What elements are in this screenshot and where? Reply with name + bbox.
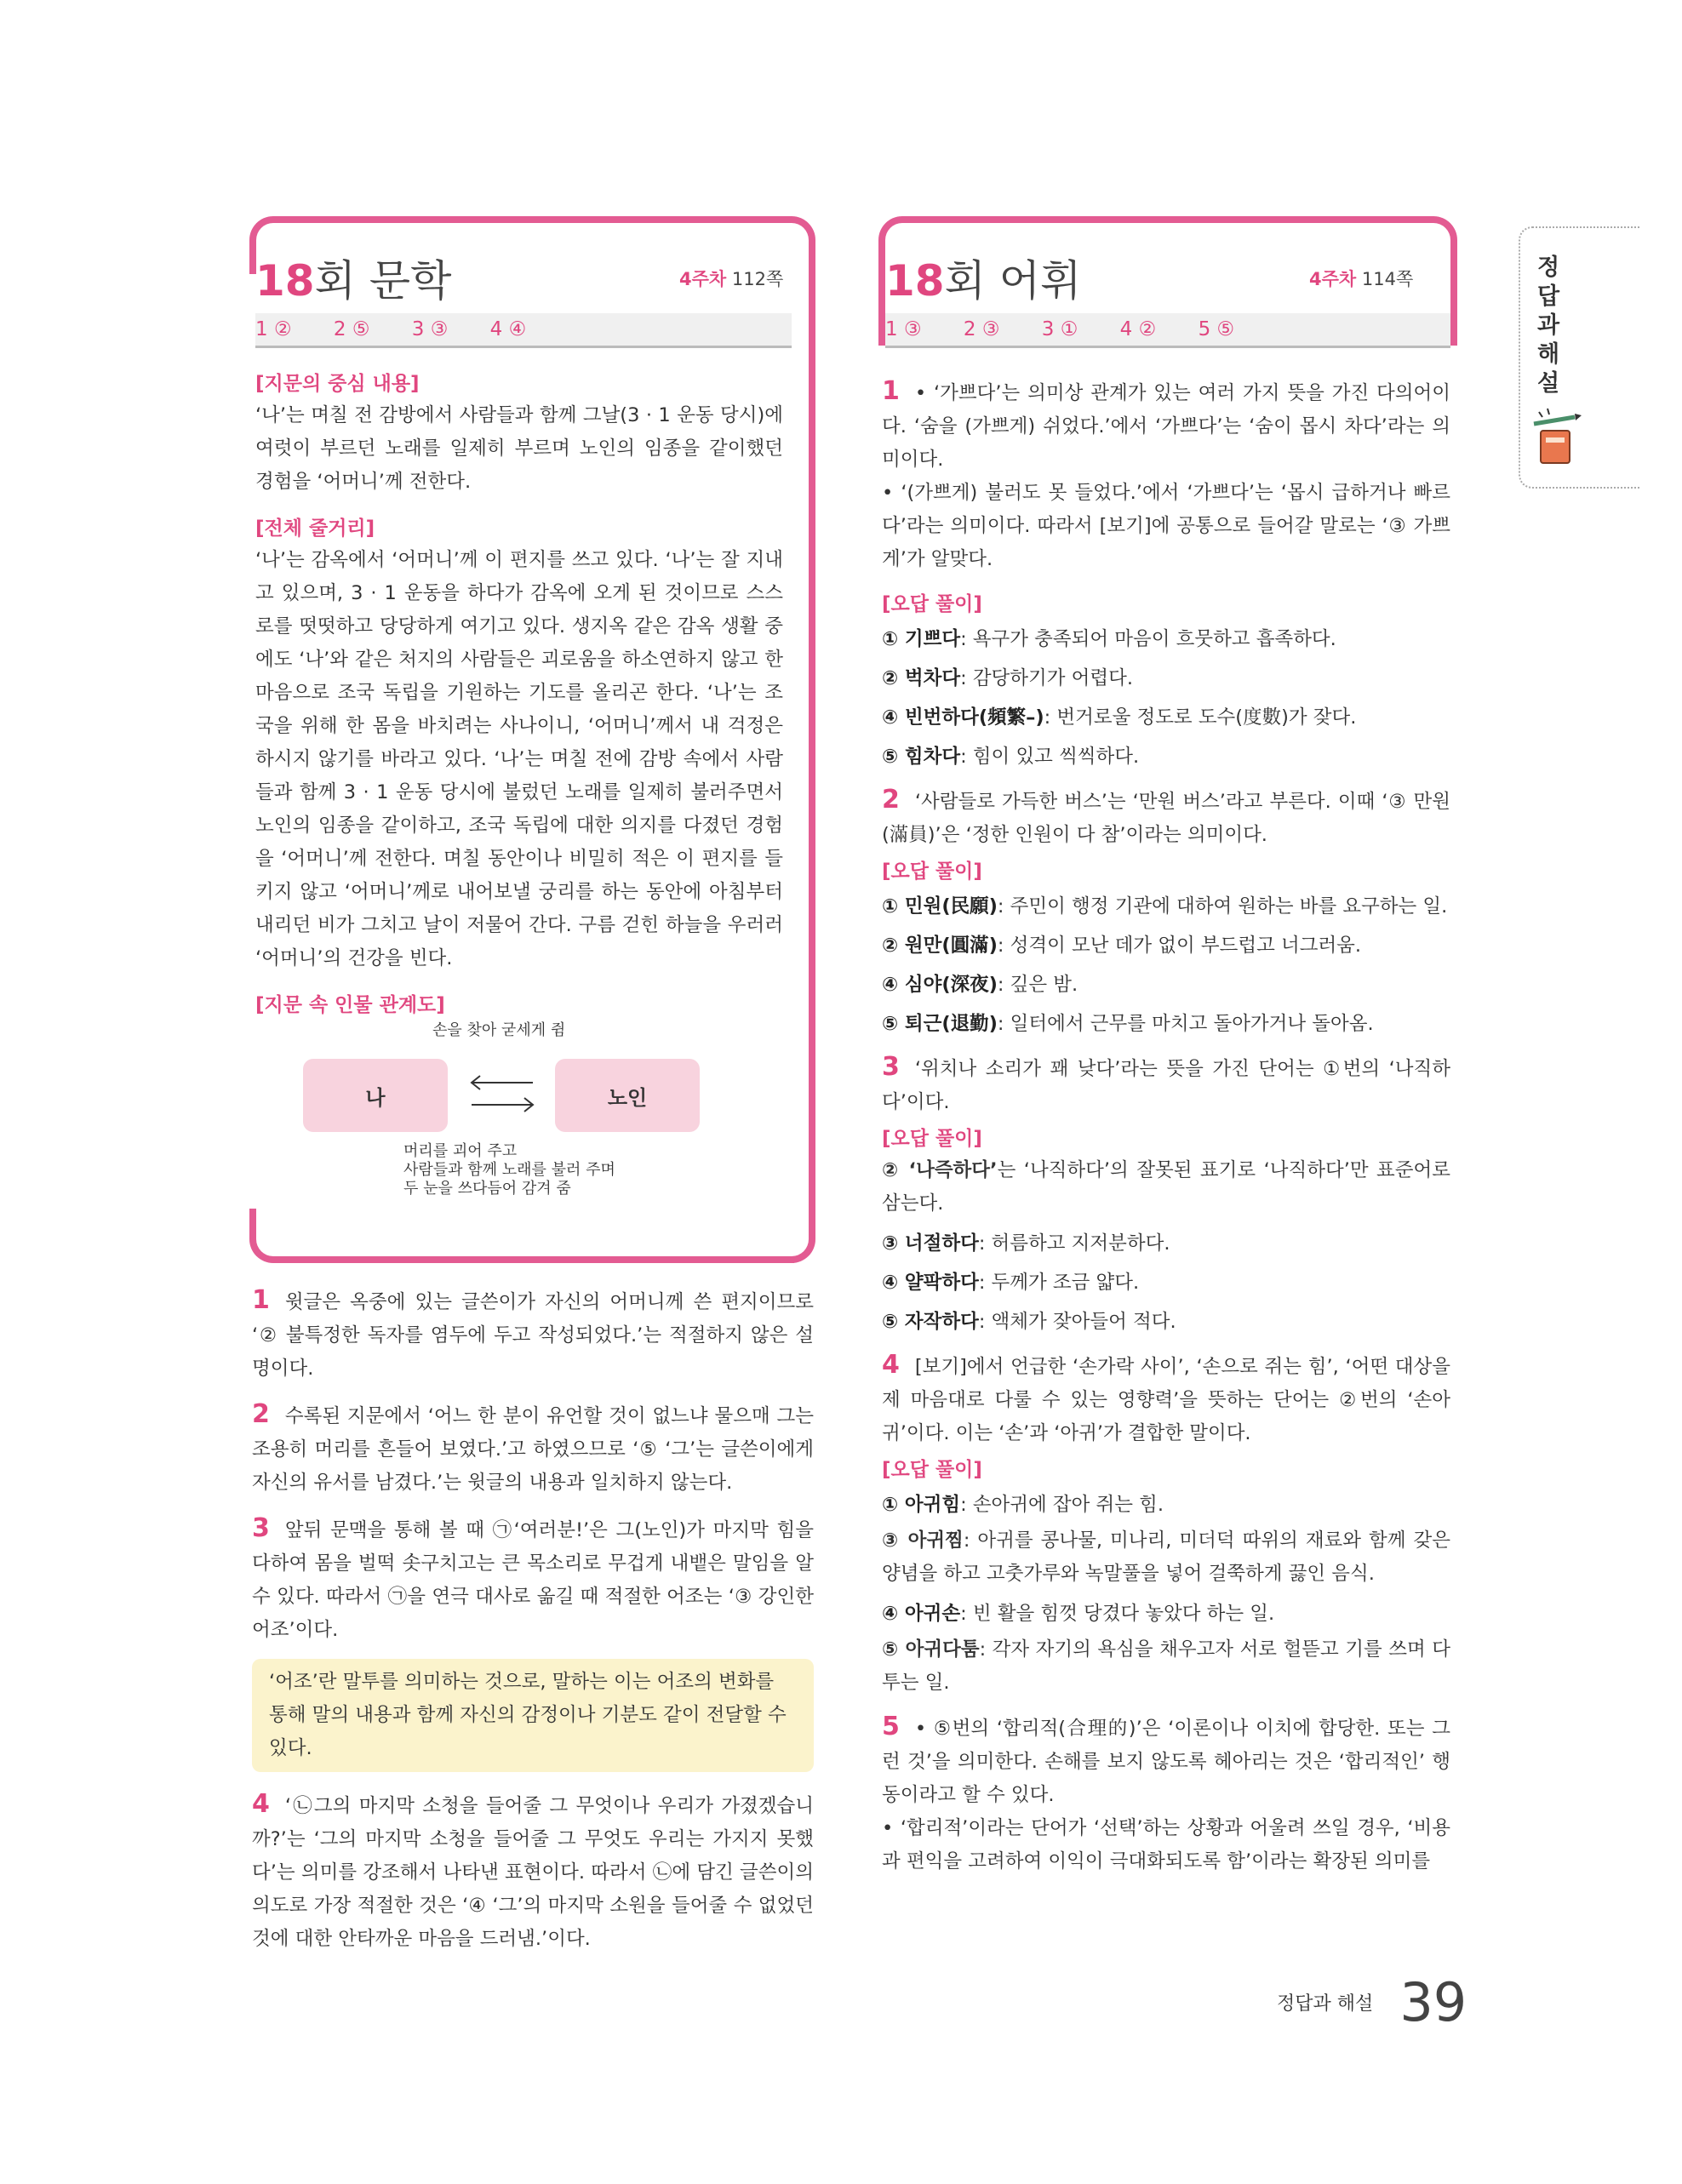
wrong-answer-item: ① 민원(民願): 주민이 행정 기관에 대하여 원하는 바를 요구하는 일. [882, 895, 1448, 918]
right-ref [1309, 266, 1413, 291]
right-title-num: 18 [885, 256, 945, 306]
answer-item: 2 ③ [963, 318, 1000, 340]
answer-item: 1 ② [255, 318, 292, 340]
left-ref [679, 266, 783, 291]
wrong-answer-item: ④ 아귀손: 빈 활을 힘껏 당겼다 놓았다 하는 일. [882, 1603, 1275, 1625]
answer-item: 3 ① [1041, 318, 1078, 340]
wrong-answer-heading: [오답 풀이] [882, 593, 982, 615]
answer-item: 2 ⑤ [333, 318, 370, 340]
explanation-item: 1 • ‘가쁘다’는 의미상 관계가 있는 여러 가지 뜻을 가진 다의어이다. ‘숨을 (가쁘게) 쉬었다.’에서 ‘가쁘다’는 ‘숨이 몹시 차다’라는 의미이다. [882, 376, 1450, 471]
explanation-item: 4 [보기]에서 언급한 ‘손가락 사이’, ‘손으로 쥐는 힘’, ‘어떤 대상을 제 마음대로 다룰 수 있는 영향력’을 뜻하는 단어는 ②번의 ‘손아귀’이다. 이는 ‘손’과 ‘아귀’가 결합한 말이다. [882, 1350, 1450, 1444]
left-title-num: 18 [255, 256, 315, 306]
wrong-answer-item: ⑤ 힘차다: 힘이 있고 씩씩하다. [882, 746, 1140, 768]
answer-item: 4 ④ [489, 318, 527, 340]
wrong-answer-item: ② 원만(圓滿): 성격이 모난 데가 없이 부드럽고 너그러움. [882, 935, 1362, 957]
left-title-text: 회 문학 [314, 256, 452, 306]
explanation-item: 2 ‘사람들로 가득한 버스’는 ‘만원 버스’라고 부른다. 이때 ‘③ 만원(滿員)’은 ‘정한 인원이 다 참’이라는 의미이다. [882, 785, 1450, 846]
wrong-answer-heading: [오답 풀이] [882, 1128, 982, 1150]
explanation-item: 3 앞뒤 문맥을 통해 볼 때 ㉠‘여러분!’은 그(노인)가 마지막 힘을 다하여 몸을 벌떡 솟구치고는 큰 목소리로 무겁게 내뱉은 말임을 알 수 있다. 따라서 ㉠을 연극 대사로 옮길 때 적절한 어조는 ‘③ 강인한 어조’이다. [252, 1513, 814, 1641]
right-answers [885, 318, 1270, 340]
left-frame-top [281, 216, 792, 223]
explanation-item-cont: • ‘(가쁘게) 불러도 못 들었다.’에서 ‘가쁘다’는 ‘몹시 급하거나 빠르다’라는 의미이다. 따라서 [보기]에 공통으로 들어갈 말로는 ‘③ 가쁘게’가 알맞다. [882, 482, 1450, 570]
diagram-top-label: 손을 찾아 굳세게 쥠 [432, 1021, 566, 1039]
left-title [255, 247, 451, 308]
left-ref-week: 4주차 [679, 269, 727, 289]
wrong-answer-item: ⑤ 자작하다: 액체가 잦아들어 적다. [882, 1311, 1176, 1333]
diagram-bottom-line: 머리를 괴어 주고 [403, 1142, 518, 1160]
diagram-arrows [465, 1067, 541, 1118]
left-frame-bottom [249, 1209, 794, 1263]
answer-item: 1 ③ [885, 318, 922, 340]
wrong-answer-item: ⑤ 아귀다툼: 각자 자기의 욕심을 채우고자 서로 헐뜯고 기를 쓰며 다투는 일. [882, 1638, 1450, 1694]
right-ref-week: 4주차 [1309, 269, 1357, 289]
side-tab [1519, 226, 1639, 489]
section-heading: [지문 속 인물 관계도] [255, 994, 445, 1016]
explanation-item-cont: • ‘합리적’이라는 단어가 ‘선택’하는 상황과 어울려 쓰일 경우, ‘비용과 편익을 고려하여 이익이 극대화되도록 함’이라는 확장된 의미를 [882, 1817, 1450, 1872]
wrong-answer-item: ② ‘나즉하다’는 ‘나직하다’의 잘못된 표기로 ‘나직하다’만 표준어로 삼는다. [882, 1159, 1451, 1215]
wrong-answer-heading: [오답 풀이] [882, 1459, 982, 1481]
explanation-item: 1 윗글은 옥중에 있는 글쓴이가 자신의 어머니께 쓴 편지이므로 ‘② 불특정한 독자를 염두에 두고 작성되었다.’는 적절하지 않은 설명이다. [252, 1285, 814, 1380]
diagram-node-me: 나 [303, 1059, 448, 1132]
left-summary [255, 368, 783, 1021]
explanation-item: 4 ‘㉡그의 마지막 소청을 들어줄 그 무엇이나 우리가 가졌겠습니까?’는 ‘그의 마지막 소청을 들어줄 그 무엇도 우리는 가지지 못했다’는 의미를 강조해서 나타낸 표현이다. 따라서 ㉡에 담긴 글쓴이의 의도로 가장 적절한 것은 ‘④ ‘그’의 마지막 소원을 들어줄 수 없었던 것에 대한 안타까운 마음을 드러냄.’이다. [252, 1789, 814, 1950]
left-ref-page: 112쪽 [726, 269, 784, 289]
explanation-item: 3 ‘위치나 소리가 꽤 낮다’라는 뜻을 가진 단어는 ①번의 ‘나직하다’이다. [882, 1052, 1450, 1113]
right-ref-page: 114쪽 [1356, 269, 1414, 289]
wrong-answer-item: ① 기쁘다: 욕구가 충족되어 마음이 흐뭇하고 흡족하다. [882, 628, 1336, 650]
right-title-text: 회 어휘 [944, 256, 1082, 306]
wrong-answer-item: ③ 아귀찜: 아귀를 콩나물, 미나리, 미더덕 따위의 재료와 함께 갖은 양념을 하고 고춧가루와 녹말풀을 넣어 걸쭉하게 끓인 음식. [882, 1529, 1451, 1585]
wrong-answer-item: ④ 빈번하다(頻繁–): 번거로울 정도로 도수(度數)가 잦다. [882, 706, 1357, 729]
wrong-answer-item: ④ 얄팍하다: 두께가 조금 얇다. [882, 1272, 1140, 1294]
section-body: ‘나’는 감옥에서 ‘어머니’께 이 편지를 쓰고 있다. ‘나’는 잘 지내고 있으며, 3 · 1 운동을 하다가 감옥에 오게 된 것이므로 스스로를 떳떳하고 당당하게 여기고 있다. 생지옥 같은 감옥 생활 중에도 ‘나’와 같은 처지의 사람들은 괴로움을 하소연하지 않고 한마음으로 조국 독립을 기원하는 기도를 올리곤 한다. ‘나’는 조국을 위해 한 몸을 바치려는 사나이니, ‘어머니’께서 내 걱정은 하시지 않기를 바라고 있다. ‘나’는 며칠 전에 감방 속에서 사람들과 함께 3 · 1 운동 당시에 불렀던 노래를 일제히 불러주면서 노인의 임종을 같이하고, 조국 독립에 대한 의지를 다졌던 경험을 ‘어머니’께 전한다. 며칠 동안이나 비밀히 적은 이 편지를 들키지 않고 ‘어머니’께로 내어보낼 궁리를 하는 동안에 아침부터 내리던 비가 그치고 날이 저물어 간다. 구름 걷힌 하늘을 우러러 ‘어머니’의 건강을 빈다. [255, 549, 783, 969]
tip-note: ‘어조’란 말투를 의미하는 것으로, 말하는 이는 어조의 변화를 통해 말의 내용과 함께 자신의 감정이나 기분도 같이 전달할 수 있다. [252, 1659, 814, 1772]
diagram-bottom-line: 사람들과 함께 노래를 불러 주며 [403, 1161, 615, 1179]
right-explanations [882, 374, 1450, 1878]
book-pencil-icon [1530, 405, 1582, 466]
wrong-answer-item: ③ 너절하다: 허름하고 지저분하다. [882, 1232, 1170, 1255]
wrong-answer-heading: [오답 풀이] [882, 860, 982, 883]
section-heading: [지문의 중심 내용] [255, 373, 420, 395]
section-heading: [전체 줄거리] [255, 517, 375, 540]
diagram-node-old-man: 노인 [555, 1059, 700, 1132]
explanation-item: 2 수록된 지문에서 ‘어느 한 분이 유언할 것이 없느냐 물으매 그는 조용히 머리를 흔들어 보였다.’고 하였으므로 ‘⑤ ‘그’는 글쓴이에게 자신의 유서를 남겼다.’는 윗글의 내용과 일치하지 않는다. [252, 1399, 814, 1494]
page-footer [1277, 1971, 1467, 2033]
right-title [885, 247, 1081, 308]
explanation-item: 5 • ⑤번의 ‘합리적(合理的)’은 ‘이론이나 이치에 합당한. 또는 그런 것’을 의미한다. 손해를 보지 않도록 헤아리는 것은 ‘합리적인’ 행동이라고 할 수 있다. [882, 1712, 1450, 1806]
left-answers [255, 318, 562, 340]
diagram-bottom-labels [403, 1142, 615, 1198]
wrong-answer-item: ① 아귀힘: 손아귀에 잡아 쥐는 힘. [882, 1494, 1164, 1516]
wrong-answer-item: ④ 심야(深夜): 깊은 밤. [882, 974, 1078, 996]
answer-item: 3 ③ [411, 318, 449, 340]
wrong-answer-item: ⑤ 퇴근(退勤): 일터에서 근무를 마치고 돌아가거나 돌아옴. [882, 1013, 1374, 1035]
page-number: 39 [1399, 1971, 1467, 2033]
section-body: ‘나’는 며칠 전 감방에서 사람들과 함께 그날(3 · 1 운동 당시)에 여럿이 부르던 노래를 일제히 부르며 노인의 임종을 같이했던 경험을 ‘어머니’께 전한다. [255, 404, 783, 493]
left-frame-right [785, 216, 815, 1263]
answer-item: 5 ⑤ [1198, 318, 1235, 340]
left-explanations [252, 1284, 814, 1968]
footer-label: 정답과 해설 [1277, 1993, 1374, 2015]
diagram-bottom-line: 두 눈을 쓰다듬어 감겨 줌 [403, 1180, 571, 1198]
answer-item: 4 ② [1119, 318, 1157, 340]
wrong-answer-item: ② 벅차다: 감당하기가 어렵다. [882, 667, 1134, 689]
side-tab-label: 정 답 과 해 설 [1536, 254, 1560, 397]
